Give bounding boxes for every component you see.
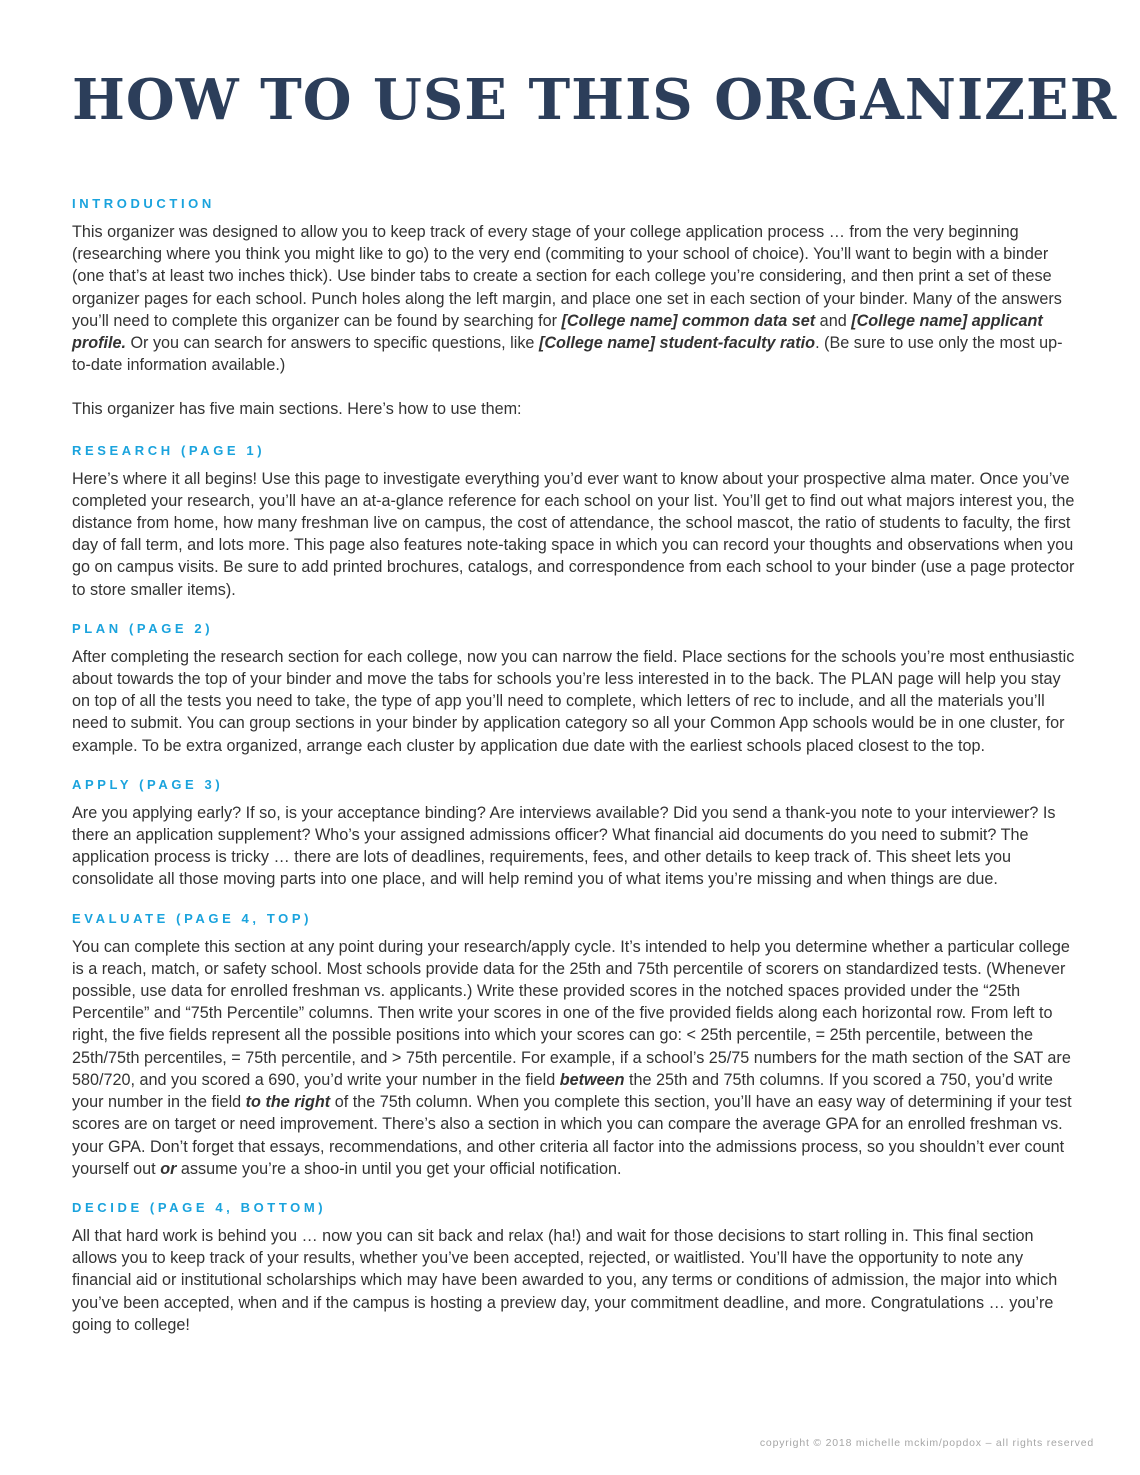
evaluate-text-1: You can complete this section at any point during your research/apply cycle. It’s intended to help you determine whether a particular college is a reach, match, or safety school. Most schools provide data for the 25th and 75th percentile of scorers on standardized tests. (Whenever possible, use data for enrolled freshman vs. applicants.) Write these provided scores in the notched spaces provided under the “25th Percentile” and “75th Percentile” columns. Then write your scores in one of the five provided fields along each horizontal row. From left to right, the five fields represent all the possible positions into which your scores can go: < 25th percentile, = 25th percentile, between the 25th/75th percentiles, = 75th percentile, and > 75th percentile. For example, if a school’s 25/75 numbers for the math section of the SAT are 580/720, and you scored a 690, you’d write your number in the field [72, 937, 1071, 1089]
section-heading-apply: APPLY (PAGE 3) [72, 776, 224, 792]
intro-text-2: and [815, 311, 852, 330]
evaluate-emphasis-between: between [559, 1070, 625, 1089]
five-sections-paragraph: This organizer has five main sections. Here’s how to use them: [72, 400, 522, 419]
introduction-paragraph [72, 221, 1080, 376]
section-introduction [72, 196, 1080, 376]
intro-text-4: . (Be sure to use only the most up-to-date information available.) [72, 334, 1063, 375]
intro-emphasis-applicant-profile: [College name] applicant profile. [72, 311, 1043, 353]
section-heading-evaluate: EVALUATE (PAGE 4, TOP) [72, 910, 313, 926]
intro-emphasis-common-data-set: [College name] common data set [561, 311, 816, 330]
evaluate-emphasis-or: or [160, 1159, 177, 1178]
evaluate-emphasis-to-the-right: to the right [245, 1093, 331, 1112]
section-research [72, 443, 1080, 601]
section-apply [72, 777, 1080, 891]
evaluate-paragraph [72, 936, 1080, 1180]
section-evaluate [72, 911, 1080, 1180]
intro-emphasis-student-faculty-ratio: [College name] student-faculty ratio [538, 334, 816, 353]
section-heading-research: RESEARCH (PAGE 1) [72, 442, 266, 458]
evaluate-text-2: the 25th and 75th columns. If you scored a 750, you’d write your number in the field [72, 1070, 1053, 1112]
section-five-main-sections [72, 398, 1080, 420]
copyright-footer: copyright © 2018 michelle mckim/popdox – all rights reserved [759, 1437, 1094, 1449]
intro-text-3: Or you can search for answers to specific questions, like [125, 334, 539, 353]
section-plan [72, 621, 1080, 757]
evaluate-text-3: of the 75th column. When you complete this section, you’ll have an easy way of determining if your test scores are on target or need improvement. There’s also a section in which you can compare the average GPA for an enrolled freshman vs. your GPA. Don’t forget that essays, recommendations, and other criteria all factor into the admissions process, so you shouldn’t ever count yourself out [72, 1093, 1072, 1178]
section-heading-introduction: INTRODUCTION [72, 196, 215, 211]
page-title: HOW TO USE THIS ORGANIZER [72, 67, 1118, 133]
plan-paragraph: After completing the research section for each college, now you can narrow the field. Place sections for the schools you’re most enthusiastic about towards the top of your binder and move the tabs for schools you’re less interested in to the back. The PLAN page will help you stay on top of all the tests you need to take, the type of app you’ll need to complete, which letters of rec to include, and all the materials you’ll need to submit. You can group sections in your binder by application category so all your Common App schools would be in one cluster, for example. To be extra organized, arrange each cluster by application due date with the earliest schools placed closest to the top. [72, 647, 1075, 755]
section-heading-plan: PLAN (PAGE 2) [72, 620, 214, 636]
research-paragraph: Here’s where it all begins! Use this page to investigate everything you’d ever want to know about your prospective alma mater. Once you’ve completed your research, you’ll have an at-a-glance reference for each school on your list. You’ll get to find out what majors interest you, the distance from home, how many freshman live on campus, the cost of attendance, the school mascot, the ratio of students to faculty, the first day of fall term, and lots more. This page also features note-taking space in which you can record your thoughts and observations when you go on campus visits. Be sure to add printed brochures, catalogs, and correspondence from each school to your binder (use a page protector to store smaller items). [72, 469, 1075, 599]
apply-paragraph: Are you applying early? If so, is your acceptance binding? Are interviews available? Did you send a thank-you note to your interviewer? Is there an application supplement? Who’s your assigned admissions officer? What financial aid documents do you need to submit? The application process is tricky … there are lots of deadlines, requirements, fees, and other details to keep track of. This sheet lets you consolidate all those moving parts into one place, and will help remind you of what items you’re missing and when things are due. [72, 803, 1056, 889]
decide-paragraph: All that hard work is behind you … now you can sit back and relax (ha!) and wait for those decisions to start rolling in. This final section allows you to keep track of your results, whether you’ve been accepted, rejected, or waitlisted. You’ll have the opportunity to note any financial aid or institutional scholarships which may have been awarded to you, any terms or conditions of admission, the major into which you’ve been accepted, when and if the campus is hosting a preview day, your commitment deadline, and more. Congratulations … you’re going to college! [72, 1226, 1058, 1334]
section-heading-decide: DECIDE (PAGE 4, BOTTOM) [72, 1199, 327, 1215]
intro-text-1: This organizer was designed to allow you to keep track of every stage of your college application process … from the very beginning (researching where you think you might like to go) to the very end (commiting to your school of choice). You’ll want to begin with a binder (one that’s at least two inches thick). Use binder tabs to create a section for each college you’re considering, and then print a set of these organizer pages for each school. Punch holes along the left margin, and place one set in each section of your binder. Many of the answers you’ll need to complete this organizer can be found by searching for [72, 223, 1062, 330]
evaluate-text-4: assume you’re a shoo-in until you get your official notification. [176, 1159, 622, 1178]
section-decide [72, 1200, 1080, 1336]
